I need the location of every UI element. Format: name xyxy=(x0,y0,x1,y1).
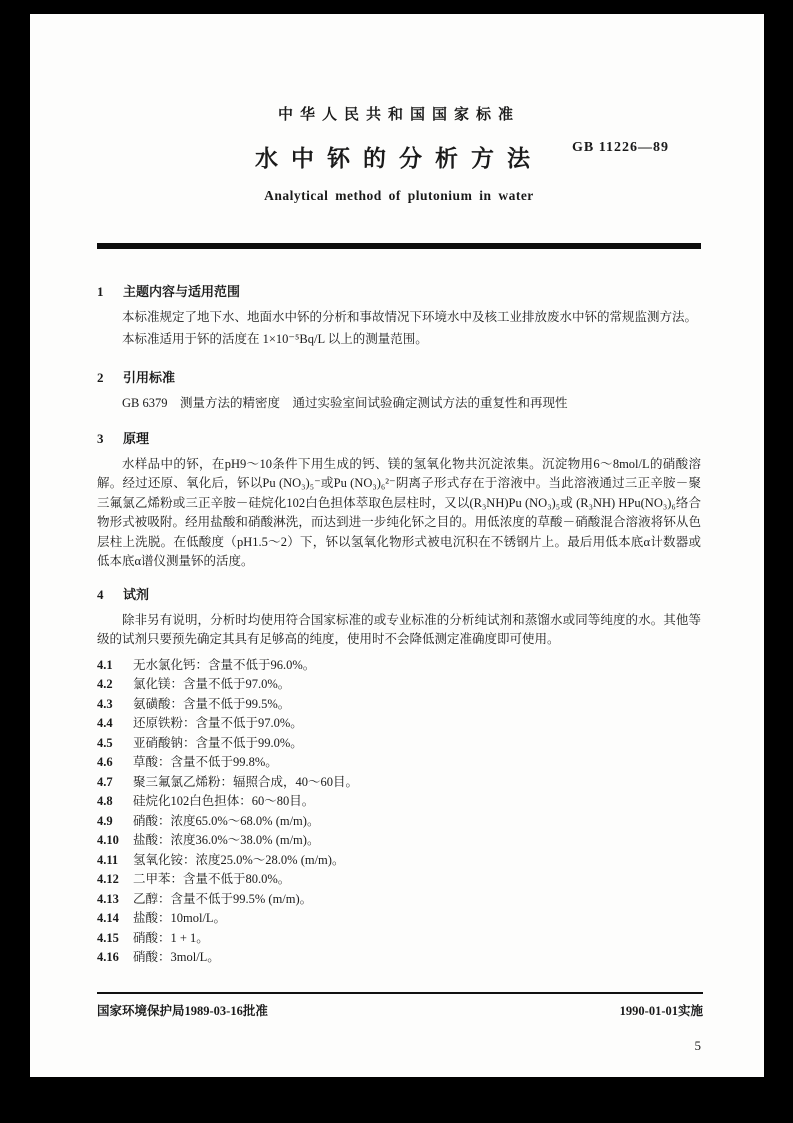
reagent-text: 还原铁粉：含量不低于97.0%。 xyxy=(133,716,303,730)
reagent-list xyxy=(97,656,701,968)
document-title: 水中钚的分析方法 xyxy=(255,146,543,171)
reagent-item xyxy=(97,675,701,695)
reagent-item xyxy=(97,792,701,812)
reagent-text: 氯化镁：含量不低于97.0%。 xyxy=(133,677,291,691)
section-title: 主题内容与适用范围 xyxy=(123,284,241,299)
document-content xyxy=(97,14,701,968)
reagent-item xyxy=(97,948,701,968)
section-number: 4 xyxy=(97,586,104,602)
reagent-item xyxy=(97,851,701,871)
reagent-item xyxy=(97,773,701,793)
reagent-number: 4.9 xyxy=(97,813,113,828)
reagent-number: 4.5 xyxy=(97,735,113,750)
standard-org: 中华人民共和国国家标准 xyxy=(277,107,520,123)
reagent-item xyxy=(97,753,701,773)
reagent-text: 无水氯化钙：含量不低于96.0%。 xyxy=(133,657,316,672)
reagent-number: 4.11 xyxy=(97,852,119,867)
reagent-number: 4.4 xyxy=(97,716,113,730)
section-2-heading xyxy=(97,369,701,386)
section-number: 1 xyxy=(97,284,104,299)
reagent-number: 4.10 xyxy=(97,833,119,847)
reagent-item xyxy=(97,890,701,910)
scope-paragraph-2: 本标准适用于钚的活度在 1×10⁻⁵Bq/L 以上的测量范围。 xyxy=(122,331,428,346)
reagent-item xyxy=(97,695,701,715)
reagent-text: 盐酸：浓度36.0%～38.0% (m/m)。 xyxy=(133,833,320,847)
reagent-item xyxy=(97,929,701,949)
reagent-text: 氢氧化铵：浓度25.0%～28.0% (m/m)。 xyxy=(133,852,345,867)
reagent-text: 氨磺酸：含量不低于99.5%。 xyxy=(133,696,291,711)
reagent-number: 4.16 xyxy=(97,950,119,964)
principle-paragraph: 水样品中的钚，在pH9～10条件下用生成的钙、镁的氢氧化物共沉淀浓集。沉淀物用6～8mol/L的硝酸溶解。经过还原、氧化后，钚以Pu (NO₃)₅⁻或Pu (NO₃)₆²⁻阴离子形式存在于溶液中。当此溶液通过三正辛胺－聚三氟氯乙烯粉或三正辛胺－硅烷化102白色担体萃取色层柱时，又以(R₃NH)Pu (NO₃)₅或 (R₃NH) HPu(NO₃)₆络合物形式被吸附。经用盐酸和硝酸淋洗，而达到进一步纯化钚之目的。用低浓度的草酸－硝酸混合溶液将钚从色层柱上洗脱。在低酸度（pH1.5～2）下，钚以氢氧化物形式被电沉积在不锈钢片上。最后用低本底α计数器或低本底α谱仪测量钚的活度。 xyxy=(97,456,701,568)
reagents-intro: 除非另有说明，分析时均使用符合国家标准的或专业标准的分析纯试剂和蒸馏水或同等纯度的水。其他等级的试剂只要预先确定其具有足够高的纯度，使用时不会降低测定准确度即可使用。 xyxy=(97,612,701,646)
reagent-number: 4.12 xyxy=(97,872,119,886)
standard-number: GB 11226—89 xyxy=(572,140,669,155)
reagent-text: 硝酸：1 + 1。 xyxy=(133,930,209,945)
reagent-item xyxy=(97,909,701,929)
document-footer xyxy=(97,992,703,1019)
reagent-number: 4.14 xyxy=(97,911,119,925)
reagent-text: 草酸：含量不低于99.8%。 xyxy=(133,755,278,769)
page-number: 5 xyxy=(694,1038,701,1053)
header-rule xyxy=(97,243,701,249)
reagent-number: 4.13 xyxy=(97,891,119,906)
document-page xyxy=(30,14,764,1077)
reagent-text: 盐酸：10mol/L。 xyxy=(133,911,227,925)
reagent-number: 4.2 xyxy=(97,677,113,691)
reagent-number: 4.3 xyxy=(97,696,113,711)
reagent-number: 4.1 xyxy=(97,657,113,672)
document-title-en: Analytical method of plutonium in water xyxy=(264,188,534,203)
reagent-text: 硅烷化102白色担体：60～80目。 xyxy=(133,794,315,808)
reagent-text: 硝酸：浓度65.0%～68.0% (m/m)。 xyxy=(133,813,320,828)
reagent-number: 4.7 xyxy=(97,774,113,789)
reagent-text: 聚三氟氯乙烯粉：辐照合成，40～60目。 xyxy=(133,774,359,789)
document-header xyxy=(97,14,701,249)
reagent-text: 乙醇：含量不低于99.5% (m/m)。 xyxy=(133,891,313,906)
section-number: 3 xyxy=(97,430,104,446)
reagent-item xyxy=(97,812,701,832)
implementation-text: 1990-01-01实施 xyxy=(619,1004,703,1018)
reagent-text: 二甲苯：含量不低于80.0%。 xyxy=(133,872,291,886)
reagent-item xyxy=(97,714,701,734)
reagent-item xyxy=(97,734,701,754)
reagent-item xyxy=(97,656,701,676)
reagent-text: 亚硝酸钠：含量不低于99.0%。 xyxy=(133,735,303,750)
approval-text: 国家环境保护局1989-03-16批准 xyxy=(97,1004,268,1018)
reagent-item xyxy=(97,831,701,851)
reference-line: GB 6379 测量方法的精密度 通过实验室间试验确定测试方法的重复性和再现性 xyxy=(122,396,568,410)
reagent-item xyxy=(97,870,701,890)
section-3-heading xyxy=(97,430,701,447)
section-title: 引用标准 xyxy=(123,370,176,385)
section-title: 试剂 xyxy=(123,586,150,602)
reagent-text: 硝酸：3mol/L。 xyxy=(133,950,220,964)
section-title: 原理 xyxy=(123,430,150,446)
section-number: 2 xyxy=(97,370,104,385)
reagent-number: 4.15 xyxy=(97,930,119,945)
section-4-heading xyxy=(97,586,701,603)
reagent-number: 4.6 xyxy=(97,755,113,769)
section-1-heading xyxy=(97,283,701,300)
scope-paragraph-1: 本标准规定了地下水、地面水中钚的分析和事故情况下环境水中及核工业排放废水中钚的常规监测方法。 xyxy=(122,310,698,324)
reagent-number: 4.8 xyxy=(97,794,113,808)
